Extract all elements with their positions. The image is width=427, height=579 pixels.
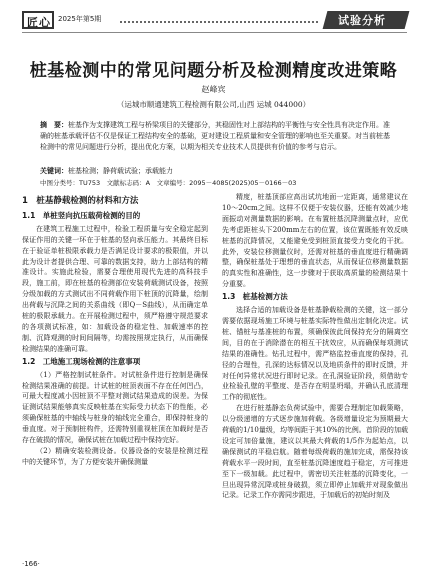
header-dots — [120, 21, 320, 23]
logo-text: 匠心 — [27, 16, 51, 29]
section-label: 试验分析 — [338, 14, 386, 27]
paragraph: 精度，桩基顶部应高出试坑地面一定距离，通常建议在10～20cm之间。这样不仅便于安装仪器，还能有效减少地面振动对测量数据的影响。在布置桩基沉降测量点时，应优先考虑距桩头下200mm左右的位置，该位置既能有效反映桩基的沉降情况，又能避免受到桩顶直接受力变化的干扰。此外，安装位移测量仪时，还需对桩基的垂直度进行精确调整，确保桩基处于理想的垂直状态，从而保证位移测量数据的真实性和准确性，这一步骤对于获取高质量的检测结果十分重要。 — [222, 193, 408, 289]
article-author: 赵峰宾 — [201, 85, 226, 94]
keywords — [40, 166, 390, 176]
article-title: 桩基检测中的常见问题分析及检测精度改进策略 — [29, 61, 398, 81]
abstract-label: 摘 要： — [40, 121, 68, 129]
right-column — [222, 192, 408, 501]
paragraph: 在进行桩基静态负荷试验中，需要合理制定加载策略，以分级递增的方式逐步施加荷载。各级增量设定为预期最大荷载的1/10量级，均等间距于其10%的比例。首阶段的加载设定可加倍量施，建议以其最大荷载的1/5作为起始点，以确保测试的平稳启航。随着每级荷载的施加完成，需保持该荷载水平一段时间，直至桩基沉降速度趋于稳定，方可推进至下一级加载。此过程中，需密切关注桩基的沉降变化，一旦出现异常沉降或桩身破损，须立即停止加载并对现象做出记录。记录工作亦需同步跟进，于加载后的初始时刻及 — [222, 404, 408, 500]
paragraph: （2）精确安装检测设备。仪器设备的安装是检测过程中的关键环节，为了方便安装并确保测量 — [22, 446, 208, 466]
section-heading: 1 桩基静载检测的材料和方法 — [22, 196, 139, 206]
subsection-heading: 1.3 桩基检测方法 — [222, 292, 288, 302]
abstract-text: 桩基作为支撑建筑工程与桥梁项目的关键部分，其稳固性对上部结构的平衡性与安全性具有决定作用。准确的桩基承载评估不仅是保证工程结构安全的基础，更对建设工程质量和安全管理的影响也至关重要。对当前桩基检测中的常见问题进行分析，提出优化方案，以期为相关专业技术人员提供有价值的参考与启示。 — [40, 121, 390, 151]
header-divider — [22, 32, 407, 33]
page-header — [0, 0, 427, 38]
subsection-heading: 1.1 单桩竖向抗压载荷检测的目的 — [22, 210, 141, 220]
keywords-label: 关键词： — [40, 167, 68, 175]
article-affiliation: （运城市顺通建筑工程检测有限公司,山西 运城 044000） — [116, 100, 311, 109]
paragraph: 在建筑工程施工过程中，检验工程质量与安全稳定起到保证作用的关键一环在于桩基的竖向承压能力。其最终目标在于验证单桩极限承载力是否满足设计要求的极限值，并以此为设计者提供合理、可靠的数据支持，助力上部结构的精准设计。实施此检验，需要合理使用现代先进的高科技手段，施工前，即在桩基的检测部位安装荷载测试设备，按照分级加载的方式测试出不同荷载作用下桩顶的沉降量，绘制出荷载与沉降之间的关系曲线（即Q－S曲线），从而确定单桩的极限承载力。在开展检测过程中，须严格遵守规范要求的各项测试标准，如：加载设备的稳定性、加载速率的控制、沉降观测的时间间隔等，均需按照规定执行，从而确保检测结果的准确可靠。 — [22, 224, 208, 353]
classification-line: 中图分类号：TU753 文献标志码：A 文章编号：2095－4085(2025)05－0166－03 — [40, 179, 297, 187]
page-number: ·166· — [22, 560, 40, 568]
journal-logo — [22, 11, 54, 29]
subsection-heading: 1.2 工地施工现场检测的注意事项 — [22, 356, 141, 366]
left-column — [22, 192, 208, 468]
issue-label: 2025年第5期 — [58, 15, 102, 23]
keywords-text: 桩基检测；静荷载试验；承载能力 — [68, 167, 173, 175]
paragraph: （1）严格控制试桩条件。对试桩条件进行控制是确保检测结果准确的前提。计试桩的桩顶表面不存在任何凹凸，可最大程度减小因桩顶不平整对测试结果造成的误差。为保证测试结果能够真实反映桩基在实际受力状态下的性能，必须确保桩基的中轴线与桩身的轴线完全重合，即保持桩身的垂直度。对于预制桩构件，还需特别重视桩顶在加载时是否存在破损的情况，确保试桩在加载过程中保持完好。 — [22, 370, 208, 445]
abstract — [40, 120, 390, 153]
paragraph: 选择合适的加载设备是桩基静载检测的关键，这一部分需要依据现场施工环境与桩基实际特性做出定制化决定。试桩、锚桩与基准桩的布置，须确保彼此间保持充分的隔离空间，目的在于消除潜在的相互干扰效应，从而确保每项测试结果的准确性。钻孔过程中，需严格监控垂直度的保持，孔径的合理性，孔深的达标情况以及地质条件的即时反馈，并对任何异常状况进行即时记录。在孔洞验证阶段，须借助专业检验孔壁的平整度、是否存在明显坍塌，并确认孔底清理工作的彻底性。 — [222, 306, 408, 402]
